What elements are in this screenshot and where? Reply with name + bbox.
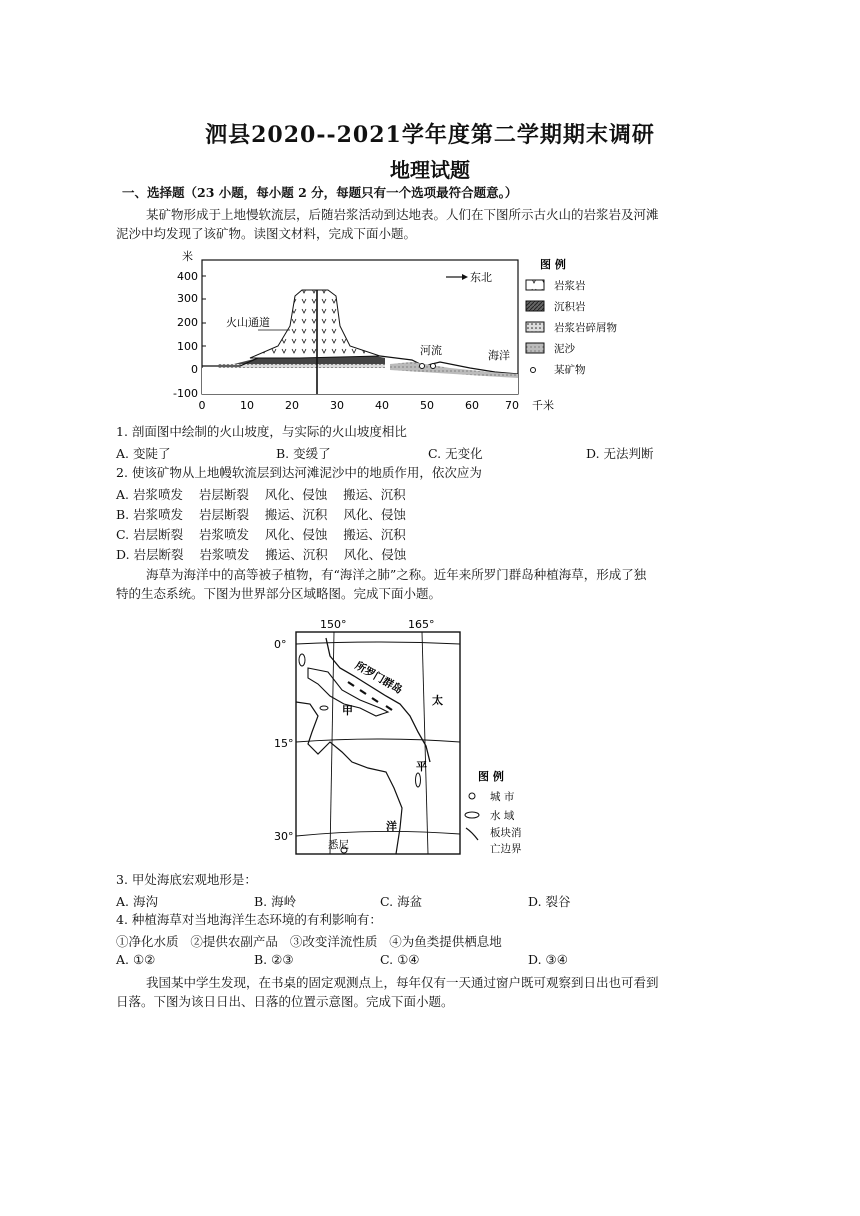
q2-option-b: B. 岩浆喷发 岩层断裂 搬运、沉积 风化、侵蚀 [116,507,406,522]
water-body-icon [299,654,305,666]
x-tick-40: 40 [375,399,389,412]
conduit-label: 火山通道 [226,316,270,329]
x-tick-30: 30 [330,399,344,412]
legend-label-sedimentary: 沉积岩 [554,301,586,313]
q4-option-a: A. ①② [116,952,156,967]
y-tick-neg100: -100 [173,387,198,400]
lat-label-0: 0° [274,638,287,651]
location-jia-label: 甲 [342,704,353,717]
intro-1-line-2: 泥沙中均发现了该矿物。读图文材料，完成下面小题。 [116,226,417,241]
y-tick-300: 300 [177,292,198,305]
solomon-islands-label: 所罗门群岛 [352,659,405,697]
legend-boundary-label-2: 亡边界 [490,843,522,855]
legend-boundary-label-1: 板块消 [490,827,522,839]
q3-option-c: C. 海盆 [380,894,423,909]
island-shape [416,773,421,787]
intro-3-line-2: 日落。下图为该日日出、日落的位置示意图。完成下面小题。 [116,994,454,1009]
x-unit-label: 千米 [532,399,554,412]
y-unit-label: 米 [182,250,193,263]
mineral-marker-1 [420,364,425,369]
q4-stem: 4. 种植海草对当地海洋生态环境的有利影响有： [116,912,382,927]
intro-2-line-1: 海草为海洋中的高等被子植物，有“海洋之肺”之称。近年来所罗门群岛种植海草，形成了独 [146,567,647,582]
lat-label-15: 15° [274,737,294,750]
volcano-profile-figure [150,246,650,416]
x-tick-labels [199,399,520,412]
sydney-label: 悉尼 [328,839,349,851]
q2-stem: 2. 使该矿物从上地幔软流层到达河滩泥沙中的地质作用，依次应为 [116,465,482,480]
plate-boundary [326,638,430,762]
lon-label-150: 150° [320,618,347,631]
y-tick-0: 0 [191,363,198,376]
legend-swatch-sedimentary [526,301,544,311]
river-label: 河流 [420,344,442,357]
q2-option-a: A. 岩浆喷发 岩层断裂 风化、侵蚀 搬运、沉积 [116,487,406,502]
direction-label: 东北 [470,271,492,284]
exam-title: 泗县2020--2021学年度第二学期期末调研 [205,122,655,148]
q1-option-a: A. 变陡了 [116,446,171,461]
q1-option-c: C. 无变化 [428,446,483,461]
q1-option-d: D. 无法判断 [586,446,654,461]
q4-items: ①净化水质 ②提供农副产品 ③改变洋流性质 ④为鱼类提供栖息地 [116,934,502,949]
legend-label-sand: 泥沙 [554,343,575,355]
legend-boundary-icon [466,828,478,840]
lat-label-30: 30° [274,830,294,843]
solomon-region-map [268,612,538,864]
legend-city-label: 城 市 [490,791,515,803]
x-tick-20: 20 [285,399,299,412]
legend-city-icon [469,793,475,799]
x-tick-70: 70 [505,399,519,412]
map-legend-title: 图 例 [478,770,504,783]
lon-label-165: 165° [408,618,435,631]
y-tick-labels [173,270,198,400]
q1-option-b: B. 变缓了 [276,446,331,461]
section-heading: 一、选择题（23 小题，每小题 2 分，每题只有一个选项最符合题意。） [122,185,518,200]
legend-label-mineral: 某矿物 [554,364,586,376]
q4-option-d: D. ③④ [528,952,568,967]
q3-stem: 3. 甲处海底宏观地形是： [116,872,257,887]
ocean-label: 海洋 [488,349,510,362]
q4-option-c: C. ①④ [380,952,420,967]
q1-stem: 1. 剖面图中绘制的火山坡度，与实际的火山坡度相比 [116,424,407,439]
q3-option-a: A. 海沟 [116,894,158,909]
intro-1-line-1: 某矿物形成于上地慢软流层，后随岩浆活动到达地表。人们在下图所示古火山的岩浆岩及河滩 [146,207,659,222]
ocean-ping-label: 平 [416,760,427,773]
x-tick-60: 60 [465,399,479,412]
legend-swatch-mineral [531,368,536,373]
y-tick-400: 400 [177,270,198,283]
legend-swatch-magmatic [526,280,544,290]
y-tick-200: 200 [177,316,198,329]
legend-water-label: 水 域 [490,810,515,822]
legend-swatch-debris [526,322,544,332]
map-frame [296,632,460,854]
q3-option-d: D. 裂谷 [528,894,571,909]
intro-2-line-2: 特的生态系统。下图为世界部分区域略图。完成下面小题。 [116,586,442,601]
x-tick-10: 10 [240,399,254,412]
ocean-tai-label: 太 [432,694,443,707]
q4-option-b: B. ②③ [254,952,294,967]
legend-title: 图 例 [540,258,566,271]
mineral-marker-2 [431,364,436,369]
legend-label-debris: 岩浆岩碎屑物 [554,322,617,334]
legend-swatch-sand [526,343,544,353]
legend-label-magmatic: 岩浆岩 [554,280,586,292]
q2-option-d: D. 岩层断裂 岩浆喷发 搬运、沉积 风化、侵蚀 [116,547,407,562]
ocean-yang-label: 洋 [386,820,397,833]
q2-option-c: C. 岩层断裂 岩浆喷发 风化、侵蚀 搬运、沉积 [116,527,406,542]
exam-subtitle: 地理试题 [390,158,470,182]
intro-3-line-1: 我国某中学生发现，在书桌的固定观测点上，每年仅有一天通过窗户既可观察到日出也可看到 [146,975,659,990]
x-tick-50: 50 [420,399,434,412]
y-tick-100: 100 [177,340,198,353]
legend-water-icon [465,812,479,818]
q3-option-b: B. 海岭 [254,894,297,909]
x-tick-0: 0 [198,399,206,412]
